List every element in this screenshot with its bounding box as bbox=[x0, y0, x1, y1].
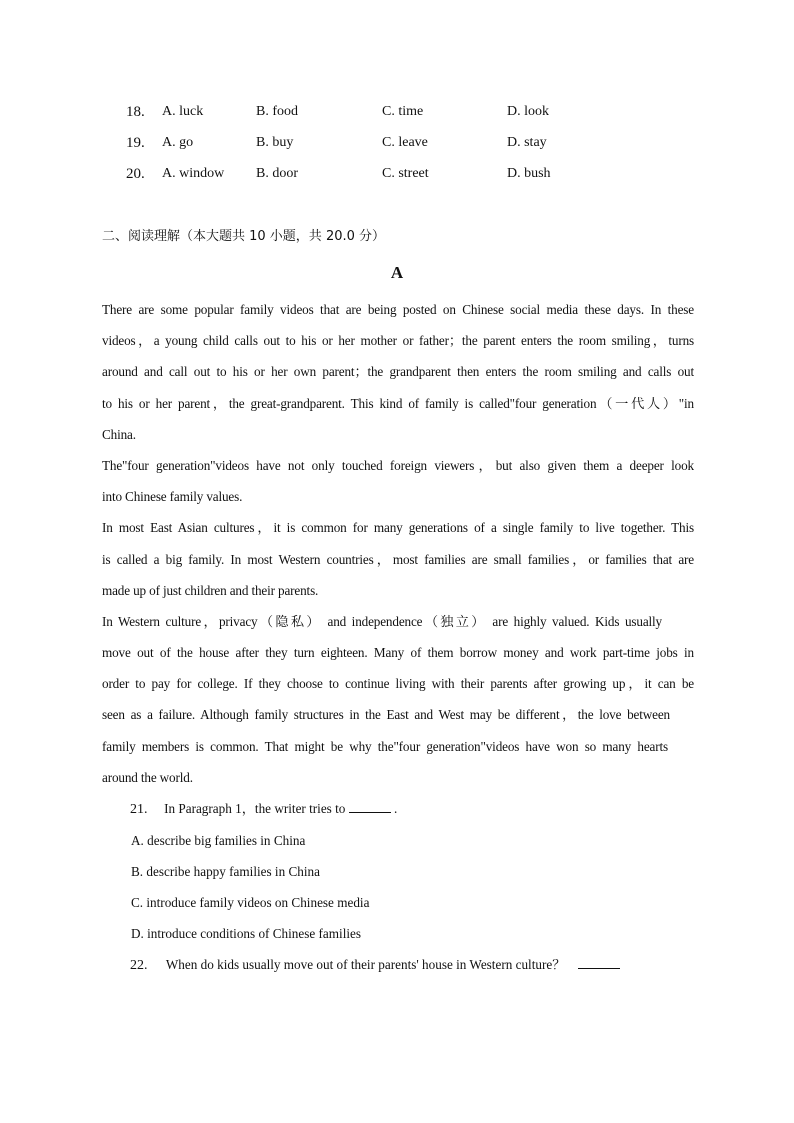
question-number: 22. bbox=[130, 958, 148, 973]
passage-line: seen as a failure. Although family structures in the East and West may be different，the love between bbox=[102, 707, 670, 723]
answer-blank bbox=[578, 956, 620, 969]
passage-line: made up of just children and their parents. bbox=[102, 582, 319, 598]
question-stem bbox=[130, 954, 620, 976]
question-number: 21. bbox=[130, 802, 148, 817]
question-end: . bbox=[393, 801, 398, 816]
question-number: 18. bbox=[126, 104, 145, 120]
passage-line: family members is common. That might be why the"four generation"videos have won so many hearts bbox=[102, 738, 668, 754]
question-20-options bbox=[0, 164, 794, 184]
option-d: D. stay bbox=[507, 135, 547, 150]
choice-b: B. describe happy families in China bbox=[131, 864, 320, 879]
choice-c: C. introduce family videos on Chinese media bbox=[131, 895, 370, 910]
option-b: B. food bbox=[256, 104, 298, 119]
option-b: B. door bbox=[256, 166, 298, 181]
passage-line: is called a big family. In most Western countries，most families are small families，or families that are bbox=[102, 551, 694, 567]
option-d: D. look bbox=[507, 104, 549, 119]
question-number: 19. bbox=[126, 135, 145, 151]
option-a: A. luck bbox=[162, 104, 204, 119]
choice-d: D. introduce conditions of Chinese families bbox=[131, 926, 362, 941]
passage-title: A bbox=[390, 263, 404, 282]
question-number: 20. bbox=[126, 166, 145, 182]
question-19-options bbox=[0, 133, 794, 153]
question-text: In Paragraph 1，the writer tries to bbox=[164, 801, 346, 816]
question-text: When do kids usually move out of their parents' house in Western culture？ bbox=[165, 957, 566, 972]
passage-line: The"four generation"videos have not only touched foreign viewers，but also given them a deeper look bbox=[102, 457, 694, 473]
option-c: C. leave bbox=[382, 135, 428, 150]
option-d: D. bush bbox=[507, 166, 551, 181]
passage-line: around and call out to his or her own parent；the grandparent then enters the room smiling and calls out bbox=[102, 364, 694, 380]
passage-line: There are some popular family videos that are being posted on Chinese social media these days. In these bbox=[102, 302, 694, 317]
passage-line: videos，a young child calls out to his or her mother or father；the parent enters the room smiling，turns bbox=[102, 333, 694, 349]
question-stem bbox=[130, 798, 397, 820]
option-c: C. time bbox=[382, 104, 424, 119]
choice-a: A. describe big families in China bbox=[131, 833, 306, 848]
reading-passage bbox=[102, 299, 694, 798]
passage-line: In Western culture，privacy（隐私） and independence（独立） are highly valued. Kids usually bbox=[102, 613, 662, 629]
passage-line: move out of the house after they turn eighteen. Many of them borrow money and work part-time jobs in bbox=[102, 645, 694, 661]
section-heading: 二、阅读理解（本大题共 10 小题，共 20.0 分） bbox=[102, 229, 386, 244]
passage-line: around the world. bbox=[102, 769, 193, 785]
option-c: C. street bbox=[382, 166, 429, 181]
option-a: A. window bbox=[162, 166, 225, 181]
passage-line: into Chinese family values. bbox=[102, 489, 243, 505]
passage-line: order to pay for college. If they choose to continue living with their parents after growing up，it can be bbox=[102, 676, 694, 692]
passage-line: In most East Asian cultures，it is common for many generations of a single family to live together. This bbox=[102, 520, 694, 536]
passage-line: to his or her parent，the great-grandparent. This kind of family is called"four generation（一代人）"in bbox=[102, 395, 694, 411]
option-a: A. go bbox=[162, 135, 194, 150]
option-b: B. buy bbox=[256, 135, 294, 150]
question-18-options bbox=[0, 102, 794, 122]
answer-blank bbox=[349, 800, 391, 813]
passage-line: China. bbox=[102, 426, 136, 442]
